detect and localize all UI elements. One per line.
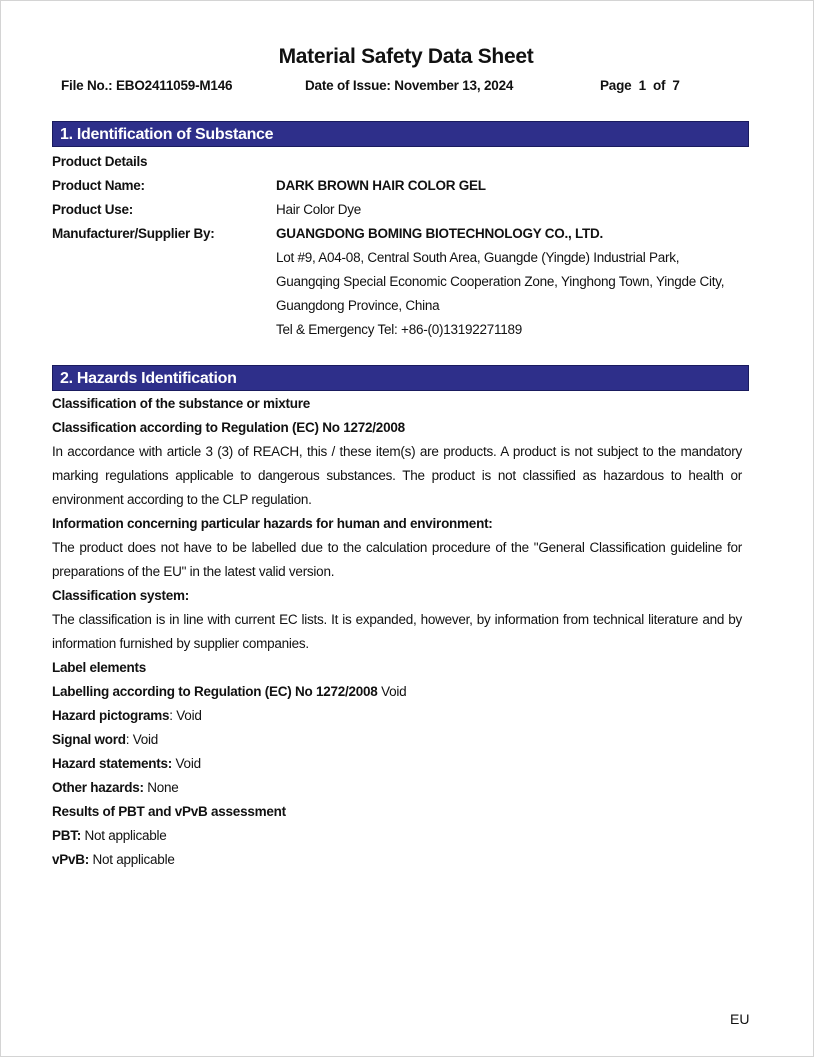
labelling-value: Void (377, 684, 407, 699)
address-line-1: Lot #9, A04-08, Central South Area, Guangde (Yingde) Industrial Park, (276, 250, 680, 265)
information-paragraph: The product does not have to be labelled due to the calculation procedure of the "General Classification guideline for preparations of the EU" in the latest valid version. (52, 540, 742, 579)
date-of-issue: Date of Issue: November 13, 2024 (305, 78, 514, 93)
signal-word-value: : Void (125, 732, 159, 747)
file-number: File No.: EBO2411059-M146 (61, 78, 233, 93)
hazard-statements-label: Hazard statements: (52, 756, 173, 771)
product-name-value: DARK BROWN HAIR COLOR GEL (276, 178, 486, 193)
pictograms-row (52, 704, 202, 728)
classification-system-paragraph: The classification is in line with current EC lists. It is expanded, however, by information from technical literature and by information furnished by supplier companies. (52, 612, 742, 651)
section-2-heading: 2. Hazards Identification (52, 365, 749, 391)
signal-word-label: Signal word (52, 732, 126, 747)
vpvb-label: vPvB: (52, 852, 90, 867)
manufacturer-label: Manufacturer/Supplier By: (52, 226, 215, 241)
hazard-statements-value: Void (172, 756, 201, 771)
footer-region: EU (730, 1011, 750, 1027)
product-name-label: Product Name: (52, 178, 145, 193)
product-details-label: Product Details (52, 154, 148, 169)
product-use-value: Hair Color Dye (276, 202, 362, 217)
vpvb-value: Not applicable (89, 852, 175, 867)
other-hazards-value: None (143, 780, 179, 795)
classification-regulation: Classification according to Regulation (EC) No 1272/2008 (52, 420, 405, 435)
reach-paragraph: In accordance with article 3 (3) of REACH, this / these item(s) are products. A product is not subject to the mandatory marking regulations applicable to dangerous substances. The product is not classified as hazardous to health or environment according to the CLP regulation. (52, 444, 742, 507)
other-hazards-label: Other hazards: (52, 780, 144, 795)
address-line-3: Guangdong Province, China (276, 298, 440, 313)
pictograms-label: Hazard pictograms (52, 708, 170, 723)
pbt-label: PBT: (52, 828, 81, 843)
hazard-statements-row (52, 752, 201, 776)
document-title: Material Safety Data Sheet (278, 45, 534, 68)
pbt-assessment-heading: Results of PBT and vPvB assessment (52, 804, 286, 819)
label-elements-heading: Label elements (52, 660, 147, 675)
pbt-value: Not applicable (81, 828, 167, 843)
information-heading: Information concerning particular hazards for human and environment: (52, 516, 493, 531)
address-line-2: Guangqing Special Economic Cooperation Zone, Yinghong Town, Yingde City, (276, 274, 725, 289)
vpvb-row (52, 848, 175, 872)
other-hazards-row (52, 776, 179, 800)
labelling-row (52, 680, 406, 704)
pbt-row (52, 824, 167, 848)
manufacturer-value: GUANGDONG BOMING BIOTECHNOLOGY CO., LTD. (276, 226, 603, 241)
labelling-label: Labelling according to Regulation (EC) No 1272/2008 (52, 684, 378, 699)
classification-heading: Classification of the substance or mixture (52, 396, 311, 411)
classification-system-heading: Classification system: (52, 588, 190, 603)
tel-emergency: Tel & Emergency Tel: +86-(0)13192271189 (276, 322, 523, 337)
pictograms-value: : Void (169, 708, 202, 723)
section-1-heading: 1. Identification of Substance (52, 121, 749, 147)
page-number: Page 1 of 7 (600, 78, 680, 93)
product-use-label: Product Use: (52, 202, 134, 217)
signal-word-row (52, 728, 158, 752)
